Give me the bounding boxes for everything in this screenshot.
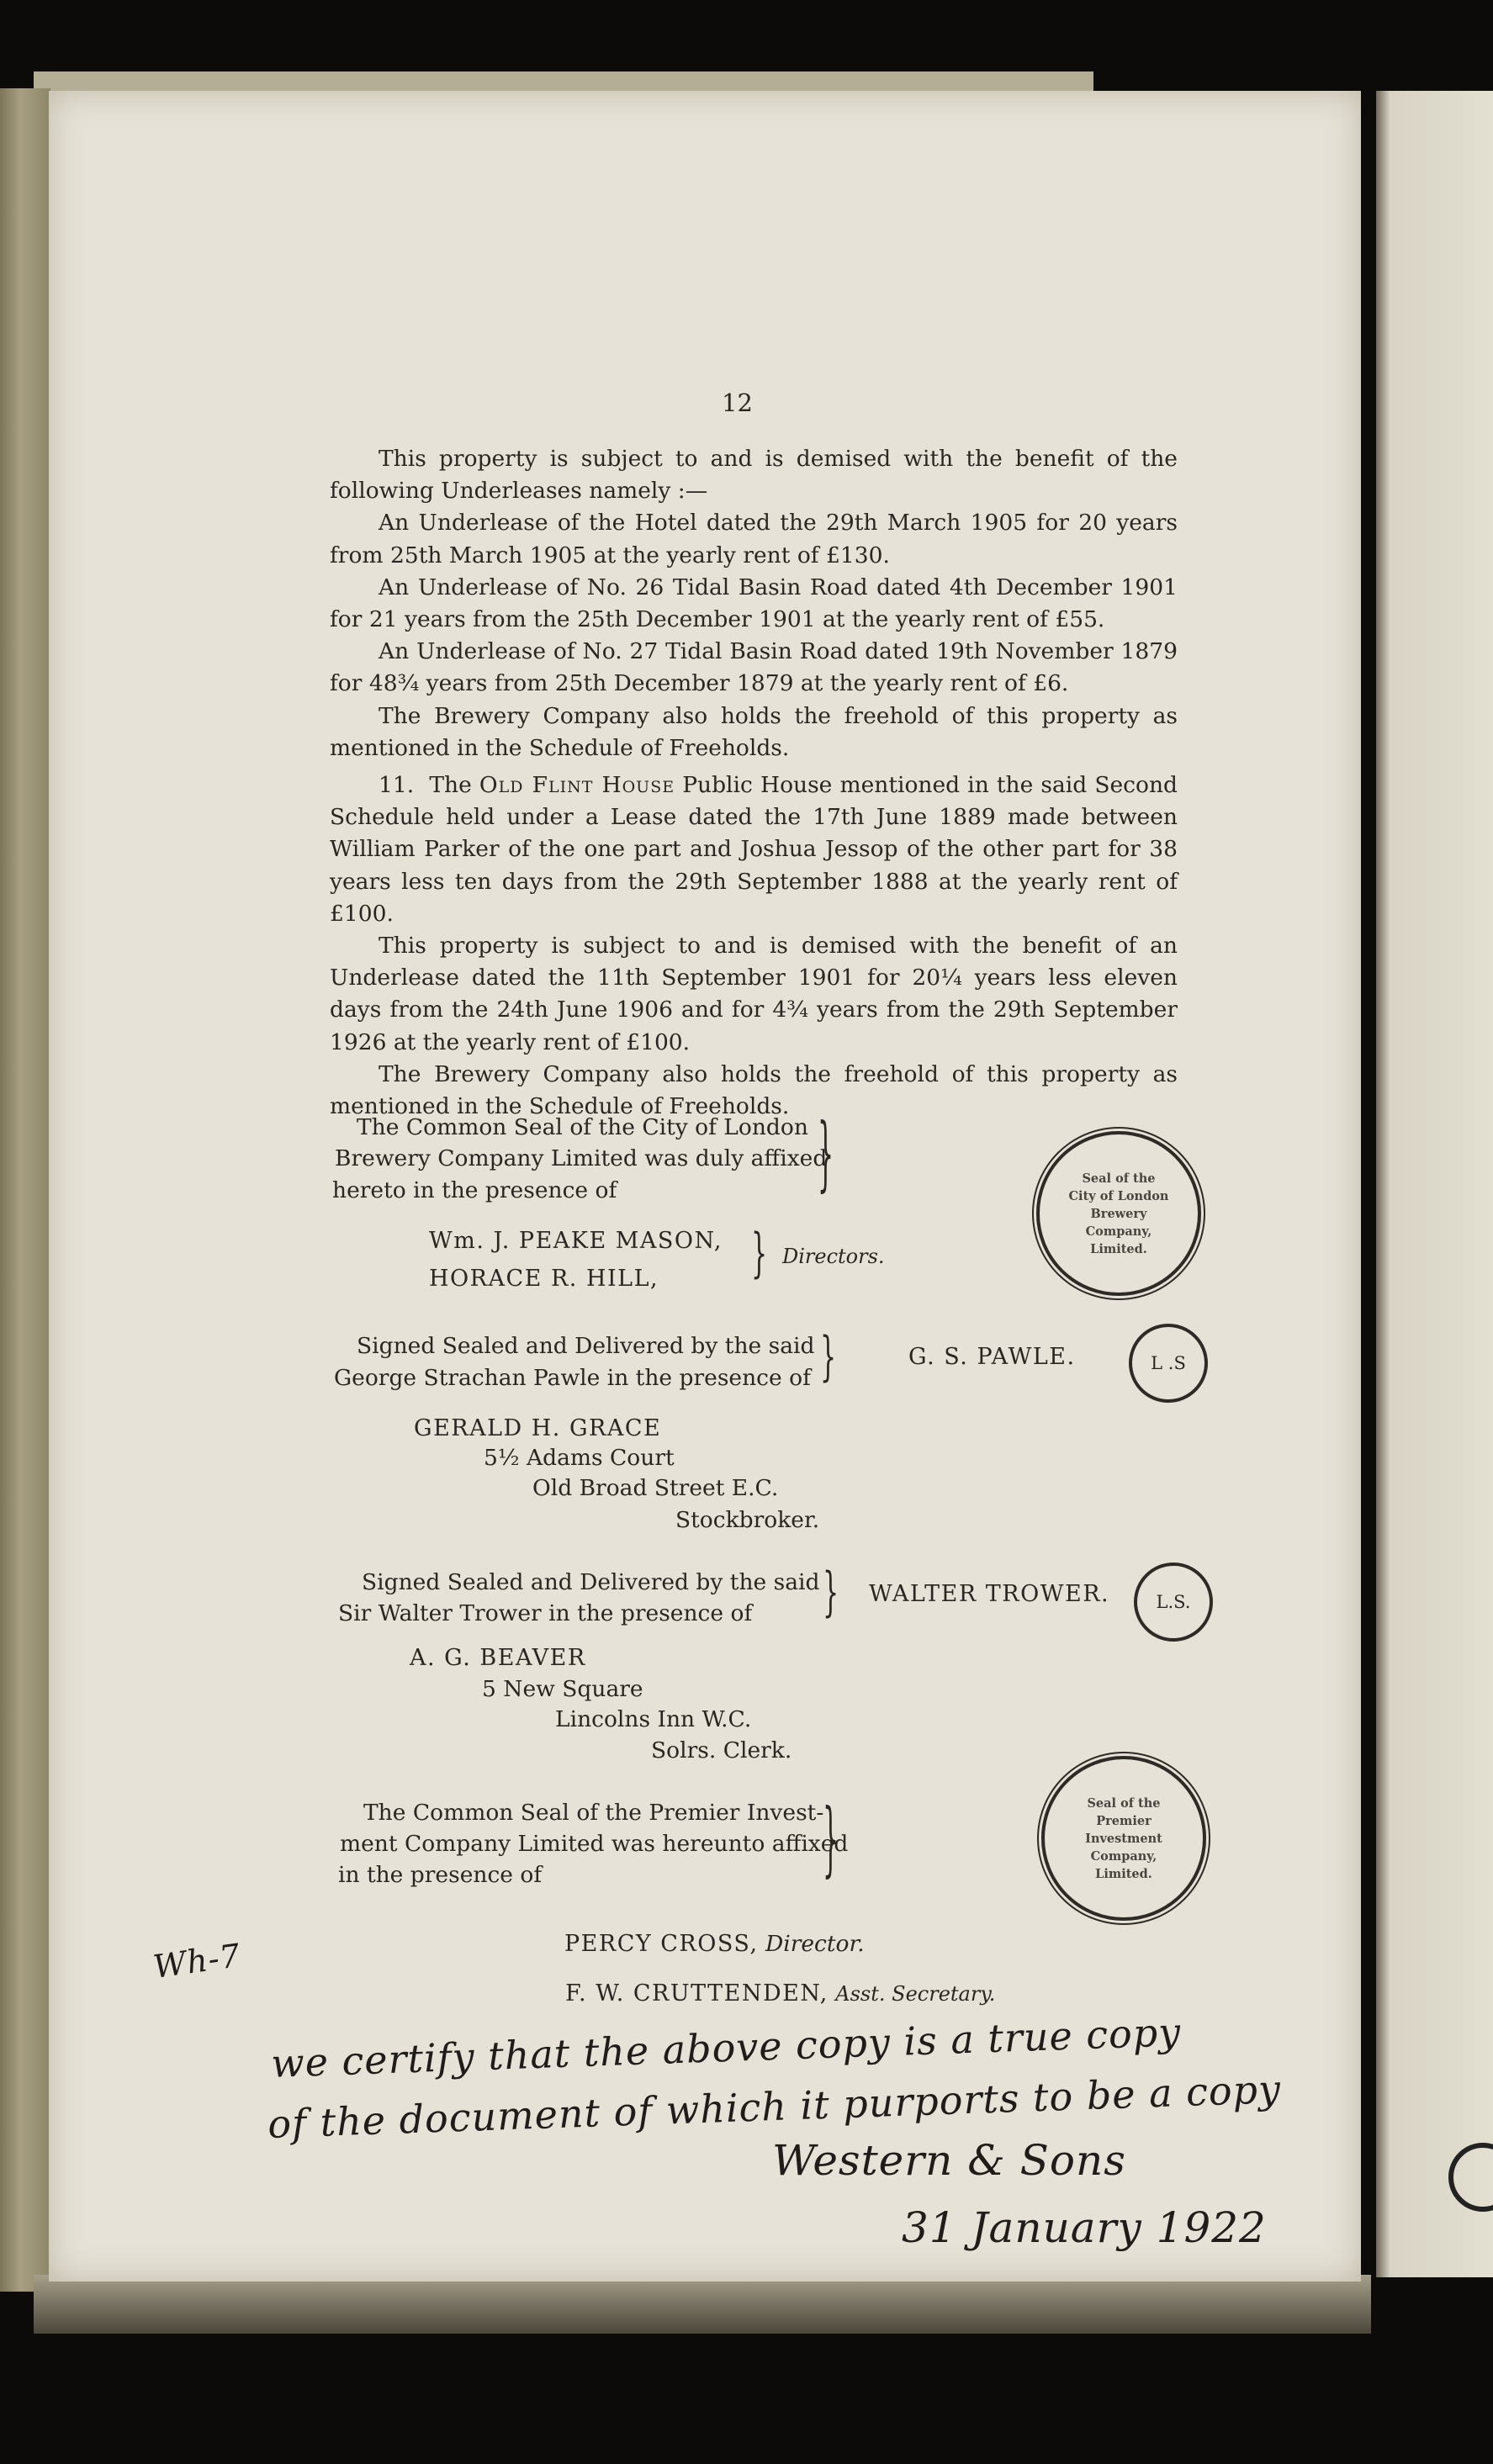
seal2-line: ment Company Limited was hereunto affixed — [340, 1831, 849, 1857]
clause-number: 11. — [379, 772, 415, 799]
paragraph: An Underlease of No. 27 Tidal Basin Road dated 19th November 1879 for 48¾ years from 25th December 1879 at the yearly rent of £6. — [330, 638, 1178, 697]
witness-address: Old Broad Street E.C. — [532, 1475, 779, 1501]
clause-text: Public House mentioned in the said Second Schedule held under a Lease dated the 17th June 1889 made between William Parker of the one part and Joshua Jessop of the other part for 38 years less ten days from the 29th September 1888 at the yearly rent of £100. — [330, 772, 1178, 927]
witness-address: Lincolns Inn W.C. — [555, 1706, 752, 1732]
brace: } — [751, 1224, 768, 1286]
handwritten-signature: Western & Sons — [772, 2136, 1126, 2185]
ls-seal: L.S. — [1134, 1562, 1213, 1642]
handwritten-initials: Wh-7 — [151, 1936, 244, 1986]
signature1-line: Signed Sealed and Delivered by the said — [357, 1333, 815, 1359]
paragraph: An Underlease of the Hotel dated the 29th March 1905 for 20 years from 25th March 1905 at the yearly rent of £130. — [330, 510, 1178, 568]
clause-property-name: Old Flint House — [479, 772, 675, 799]
handwritten-date: 31 January 1922 — [902, 2203, 1267, 2252]
witness-name: A. G. BEAVER — [410, 1645, 586, 1671]
clause-11: 11. The Old Flint House Public House mentioned in the said Second Schedule held under a Lease dated the 17th June 1889 made between William Parker of the one part and Joshua Jessop of the other part for 38 years less ten days from the 29th September 1888 at the yearly rent of £100. — [330, 772, 1178, 927]
witness-address: 5 New Square — [482, 1676, 643, 1702]
director-line: PERCY CROSS, Director. — [564, 1931, 865, 1957]
director-name: Wm. J. PEAKE MASON, — [429, 1228, 723, 1254]
witness-occupation: Stockbroker. — [675, 1507, 820, 1533]
directors-role: Directors. — [782, 1245, 885, 1268]
body-text — [330, 443, 1178, 1123]
seal1-line: The Common Seal of the City of London — [357, 1114, 808, 1140]
seal2-line: in the presence of — [338, 1862, 543, 1888]
seal1-line: Brewery Company Limited was duly affixed — [335, 1145, 828, 1171]
book-spine — [0, 88, 50, 2292]
brace: } — [818, 1108, 834, 1203]
signature2-line: Sir Walter Trower in the presence of — [338, 1600, 753, 1626]
page-number: 12 — [722, 389, 753, 417]
paragraph: An Underlease of No. 26 Tidal Basin Road dated 4th December 1901 for 21 years from the 25th December 1901 at the yearly rent of £55. — [330, 574, 1178, 633]
brace: } — [820, 1327, 837, 1389]
page-edge-bottom — [34, 2275, 1371, 2334]
handwritten-certification: we certify that the above copy is a true copy — [270, 2009, 1182, 2086]
facing-page — [1376, 91, 1493, 2277]
brace: } — [823, 1794, 839, 1888]
ls-seal: L .S — [1129, 1324, 1208, 1403]
handwritten-certification: of the document of which it purports to be a copy — [267, 2065, 1282, 2148]
city-of-london-seal: Seal of the City of London Brewery Company, Limited. — [1036, 1131, 1201, 1296]
paragraph: The Brewery Company also holds the freehold of this property as mentioned in the Schedule of Freeholds. — [330, 702, 1178, 761]
brace: } — [823, 1562, 839, 1625]
witness-occupation: Solrs. Clerk. — [651, 1737, 792, 1763]
witness-address: 5½ Adams Court — [484, 1445, 675, 1471]
witness-name: GERALD H. GRACE — [414, 1415, 662, 1441]
paragraph: This property is subject to and is demised with the benefit of an Underlease dated the 11th September 1901 for 20¼ years less eleven days from the 24th June 1906 and for 4¾ years from the 29th September 1926 at the yearly rent of £100. — [330, 933, 1178, 1055]
signer-name: WALTER TROWER. — [869, 1581, 1110, 1607]
paragraph: This property is subject to and is demised with the benefit of the following Underleases namely :— — [330, 446, 1178, 505]
signer-name: G. S. PAWLE. — [908, 1344, 1076, 1370]
seal1-line: hereto in the presence of — [332, 1177, 617, 1203]
premier-investment-seal: Seal of the Premier Investment Company, Limited. — [1041, 1756, 1206, 1921]
signature1-line: George Strachan Pawle in the presence of — [334, 1365, 811, 1391]
seal2-line: The Common Seal of the Premier Invest- — [363, 1800, 824, 1826]
signature2-line: Signed Sealed and Delivered by the said — [362, 1569, 820, 1595]
paragraph: The Brewery Company also holds the freehold of this property as mentioned in the Schedule of Freeholds. — [330, 1060, 1178, 1120]
director-name: HORACE R. HILL, — [429, 1266, 659, 1292]
secretary-line: F. W. CRUTTENDEN, Asst. Secretary. — [565, 1980, 996, 2007]
